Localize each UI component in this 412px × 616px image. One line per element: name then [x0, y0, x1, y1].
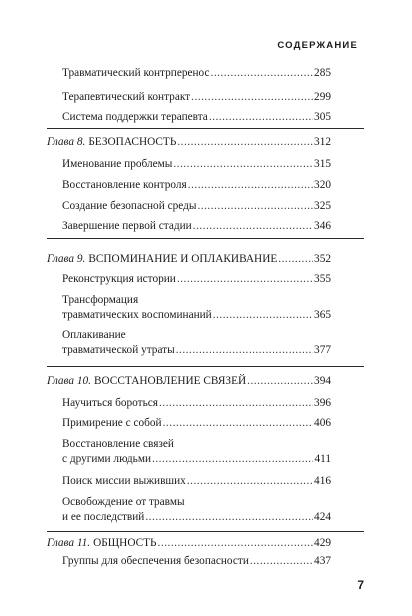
toc-entry-title: Поиск миссии выживших [62, 475, 186, 487]
chapter-label: Глава 9. [47, 253, 86, 265]
toc-entry-page: 424 [314, 511, 331, 523]
dot-leader [193, 219, 313, 234]
chapter-separator [47, 531, 364, 532]
toc-entry-title: Травматический контрперенос [62, 67, 210, 79]
toc-entry-page: 406 [314, 417, 331, 429]
toc-entry-title: с другими людьми [62, 453, 152, 465]
toc-entry-title: травматических воспоминаний [62, 309, 212, 321]
toc-entry-page: 355 [314, 273, 331, 285]
dot-leader [158, 536, 314, 551]
toc-entry-title: травматической утраты [62, 344, 175, 356]
toc-entry-title-line1: Трансформация [62, 294, 139, 306]
toc-entry [62, 66, 331, 81]
dot-leader [163, 416, 313, 431]
toc-entry-page: 429 [314, 537, 331, 549]
toc-entry-title: Завершение первой стадии [62, 220, 192, 232]
dot-leader [188, 178, 313, 193]
toc-entry-title: Группы для обеспечения безопасности [62, 555, 249, 567]
toc-entry [62, 157, 331, 172]
toc-entry [62, 328, 331, 358]
toc-entry-title: Терапевтический контракт [62, 91, 191, 103]
dot-leader [197, 199, 313, 214]
toc-chapter-8 [47, 135, 331, 150]
dot-leader [152, 452, 313, 467]
toc-entry-title: и ее последствий [62, 511, 145, 523]
chapter-separator [47, 366, 364, 367]
toc-entry-page: 437 [314, 555, 331, 567]
toc-entry-title: Создание безопасной среды [62, 200, 197, 212]
dot-leader [176, 343, 313, 358]
toc-entry-title-line1: Освобождение от травмы [62, 496, 185, 508]
chapter-separator [47, 238, 364, 239]
toc-entry-page: 416 [314, 475, 331, 487]
toc-entry [62, 554, 331, 569]
toc-entry [62, 272, 331, 287]
toc-entry-title-line1: Оплакивание [62, 329, 126, 341]
dot-leader [213, 308, 313, 323]
chapter-title: БЕЗОПАСНОСТЬ [88, 136, 177, 148]
dot-leader [187, 474, 313, 489]
toc-chapter-11 [47, 536, 331, 551]
dot-leader [177, 135, 313, 150]
chapter-label: Глава 8. [47, 136, 86, 148]
toc-entry [62, 437, 331, 467]
toc-entry-page: 299 [314, 91, 331, 103]
toc-entry-page: 312 [314, 136, 331, 148]
toc-entry-page: 411 [314, 453, 331, 465]
toc-chapter-10 [47, 374, 331, 389]
toc-entry-page: 305 [314, 111, 331, 123]
dot-leader [159, 396, 313, 411]
toc-entry [62, 110, 331, 125]
toc-entry-page: 325 [314, 200, 331, 212]
toc-entry-title: Восстановление контроля [62, 179, 187, 191]
toc-entry-page: 352 [314, 253, 331, 265]
toc-entry [62, 90, 331, 105]
toc-entry [62, 178, 331, 193]
dot-leader [209, 110, 313, 125]
chapter-label: Глава 10. [47, 375, 91, 387]
chapter-label: Глава 11. [47, 537, 91, 549]
toc-entry [62, 199, 331, 214]
toc-entry-title: Примирение с собой [62, 417, 162, 429]
dot-leader [177, 272, 313, 287]
toc-entry-title-line1: Восстановление связей [62, 438, 174, 450]
toc-entry [62, 495, 331, 525]
toc-entry-title: Реконструкция истории [62, 273, 176, 285]
toc-entry-page: 315 [314, 158, 331, 170]
toc-entry-page: 285 [314, 67, 331, 79]
running-header: СОДЕРЖАНИЕ [277, 40, 358, 51]
toc-entry [62, 396, 331, 411]
toc-entry-title: Научиться бороться [62, 397, 158, 409]
chapter-title: ВОССТАНОВЛЕНИЕ СВЯЗЕЙ [93, 375, 247, 387]
toc-entry-title: Система поддержки терапевта [62, 111, 208, 123]
toc-entry [62, 293, 331, 323]
chapter-separator [47, 128, 364, 129]
toc-entry-page: 346 [314, 220, 331, 232]
chapter-title: ОБЩНОСТЬ [93, 537, 157, 549]
dot-leader [278, 252, 313, 267]
toc-entry-page: 394 [314, 375, 331, 387]
toc-entry-page: 365 [314, 309, 331, 321]
dot-leader [250, 554, 313, 569]
toc-entry [62, 416, 331, 431]
dot-leader [145, 510, 313, 525]
toc-entry-page: 320 [314, 179, 331, 191]
toc-entry [62, 219, 331, 234]
chapter-title: ВСПОМИНАНИЕ И ОПЛАКИВАНИЕ [88, 253, 278, 265]
toc-chapter-9 [47, 252, 331, 267]
dot-leader [211, 66, 314, 81]
dot-leader [247, 374, 313, 389]
toc-entry-page: 377 [314, 344, 331, 356]
toc-entry [62, 474, 331, 489]
dot-leader [173, 157, 313, 172]
toc-entry-page: 396 [314, 397, 331, 409]
toc-entry-title: Именование проблемы [62, 158, 173, 170]
dot-leader [191, 90, 313, 105]
page-number: 7 [357, 578, 364, 592]
